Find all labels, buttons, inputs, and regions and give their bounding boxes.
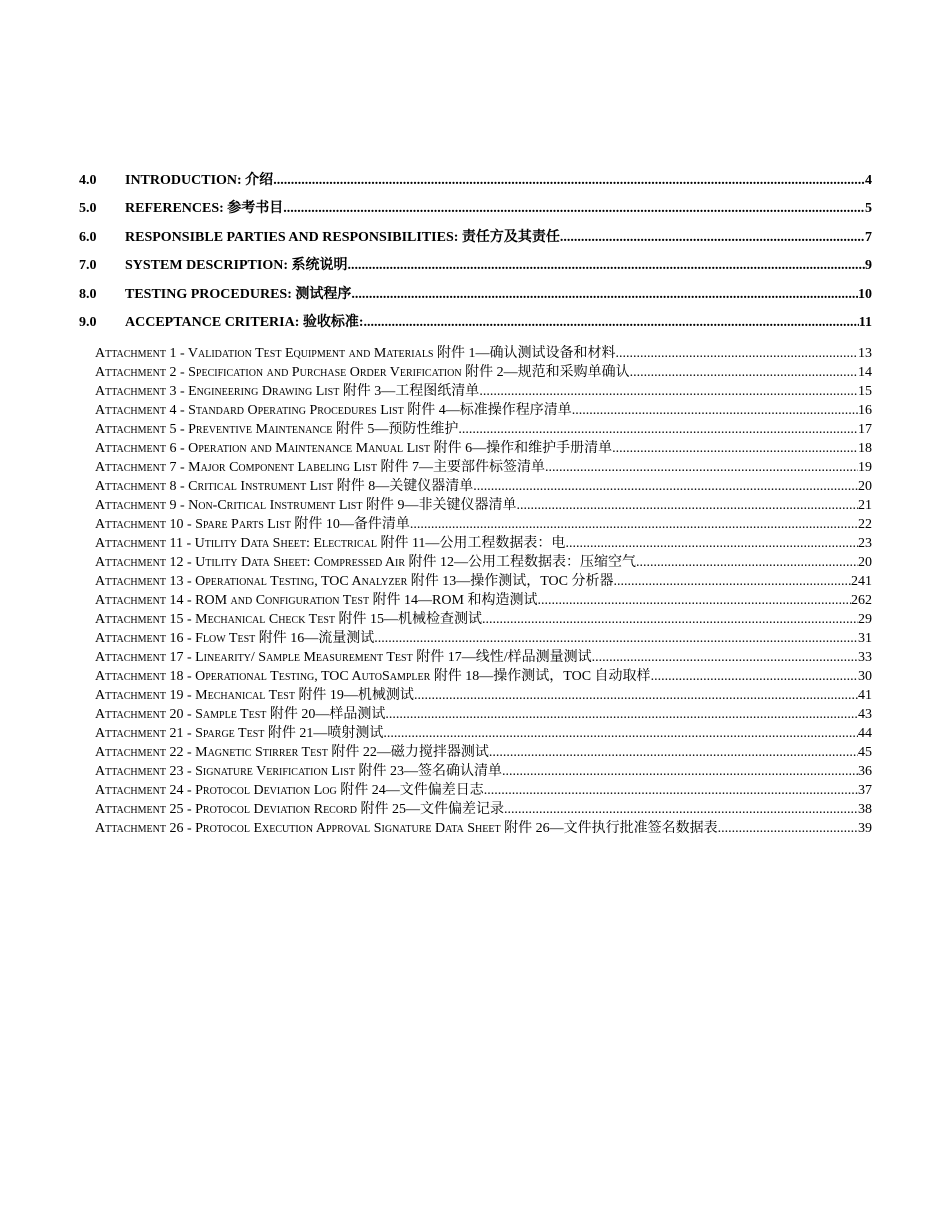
toc-attachment-row[interactable] xyxy=(95,456,872,475)
attachment-title xyxy=(95,817,718,837)
section-title: INTRODUCTION: 介绍 xyxy=(125,173,274,188)
attachment-title-en: Attachment 16 - Flow Test xyxy=(95,631,256,647)
toc-attachment-row[interactable] xyxy=(95,342,872,361)
attachment-title-cn: 附件 3—工程图纸清单 xyxy=(339,384,480,400)
attachment-title xyxy=(95,627,374,647)
toc-attachment-row[interactable] xyxy=(95,551,872,570)
attachment-title-cn: 附件 1—确认测试设备和材料 xyxy=(433,346,616,362)
attachment-page-number: 45 xyxy=(858,745,872,761)
attachment-title xyxy=(95,589,537,609)
dot-leader xyxy=(364,315,859,331)
attachment-title xyxy=(95,798,504,818)
attachment-page-number: 36 xyxy=(858,764,872,780)
attachment-page-number: 16 xyxy=(858,403,872,419)
dot-leader xyxy=(545,460,858,476)
attachment-page-number: 44 xyxy=(858,726,872,742)
attachment-page-number: 29 xyxy=(858,612,872,628)
attachment-page-number: 22 xyxy=(858,517,872,533)
section-title: TESTING PROCEDURES: 测试程序 xyxy=(125,286,352,302)
attachment-title-en: Attachment 9 - Non-Critical Instrument List xyxy=(95,498,363,514)
toc-attachment-row[interactable] xyxy=(95,817,872,836)
attachment-title-en: Attachment 22 - Magnetic Stirrer Test xyxy=(95,745,328,761)
attachment-title xyxy=(95,684,414,704)
toc-section-row[interactable] xyxy=(79,169,872,197)
attachment-title xyxy=(95,551,636,571)
attachment-title xyxy=(95,532,565,552)
dot-leader xyxy=(560,230,865,246)
dot-leader xyxy=(479,384,858,400)
attachment-title xyxy=(95,646,592,666)
attachment-page-number: 39 xyxy=(858,821,872,837)
dot-leader xyxy=(614,574,852,590)
attachment-page-number: 241 xyxy=(851,574,872,590)
dot-leader xyxy=(385,707,858,723)
attachment-page-number: 21 xyxy=(858,498,872,514)
section-number: 8.0 xyxy=(79,286,97,302)
dot-leader xyxy=(489,745,858,761)
attachment-title-en: Attachment 24 - Protocol Deviation Log xyxy=(95,783,337,799)
dot-leader xyxy=(347,258,865,274)
attachment-title xyxy=(95,703,385,723)
attachment-title xyxy=(95,342,616,362)
toc-attachment-row[interactable] xyxy=(95,703,872,722)
attachment-title-en: Attachment 14 - ROM and Configuration Test xyxy=(95,593,370,609)
toc-attachment-row[interactable] xyxy=(95,475,872,494)
dot-leader xyxy=(592,650,858,666)
attachment-page-number: 262 xyxy=(851,593,872,609)
attachment-title xyxy=(95,608,482,628)
attachment-title xyxy=(95,760,502,780)
dot-leader xyxy=(374,631,858,647)
attachment-title-cn: 附件 9—非关键仪器清单 xyxy=(362,498,517,514)
dot-leader xyxy=(537,593,851,609)
attachment-title xyxy=(95,779,484,799)
attachment-title-cn: 附件 11—公用工程数据表：电 xyxy=(376,536,566,552)
attachment-title-en: Attachment 5 - Preventive Maintenance xyxy=(95,422,333,438)
attachment-title-en: Attachment 11 - Utility Data Sheet: Electrical xyxy=(95,536,377,552)
toc-attachment-row[interactable] xyxy=(95,760,872,779)
toc-attachment-row[interactable] xyxy=(95,589,872,608)
attachment-title xyxy=(95,475,473,495)
attachment-title-cn: 附件 14—ROM 和构造测试 xyxy=(369,593,538,609)
attachment-page-number: 38 xyxy=(858,802,872,818)
attachment-title-en: Attachment 21 - Sparge Test xyxy=(95,726,265,742)
toc-section-row[interactable] xyxy=(79,311,872,339)
toc-attachment-row[interactable] xyxy=(95,532,872,551)
attachment-title-cn: 附件 20—样品测试 xyxy=(266,707,386,723)
attachment-title-cn: 附件 16—流量测试 xyxy=(255,631,375,647)
dot-leader xyxy=(572,403,858,419)
dot-leader xyxy=(351,287,858,303)
toc-attachment-row[interactable] xyxy=(95,494,872,513)
attachment-title-en: Attachment 2 - Specification and Purchase Order Verification xyxy=(95,365,462,381)
attachment-page-number: 43 xyxy=(858,707,872,723)
attachment-title xyxy=(95,665,651,685)
toc-attachment-row[interactable] xyxy=(95,570,872,589)
attachment-page-number: 20 xyxy=(858,479,872,495)
section-number: 9.0 xyxy=(79,314,97,330)
attachment-title-en: Attachment 12 - Utility Data Sheet: Compressed Air xyxy=(95,555,406,571)
attachment-title-cn: 附件 21—喷射测试 xyxy=(264,726,384,742)
attachment-title xyxy=(95,513,410,533)
attachment-page-number: 37 xyxy=(858,783,872,799)
attachment-page-number: 33 xyxy=(858,650,872,666)
dot-leader xyxy=(565,536,858,552)
attachment-title xyxy=(95,741,489,761)
toc-section-row[interactable] xyxy=(79,226,872,254)
section-number: 5.0 xyxy=(79,201,97,217)
toc-attachment-row[interactable] xyxy=(95,646,872,665)
attachment-title xyxy=(95,380,479,400)
toc-sections xyxy=(79,169,872,339)
toc-section-row[interactable] xyxy=(79,283,872,311)
attachment-title xyxy=(95,570,614,590)
attachment-title-en: Attachment 19 - Mechanical Test xyxy=(95,688,295,704)
toc-attachment-row[interactable] xyxy=(95,437,872,456)
attachment-title-en: Attachment 7 - Major Component Labeling List xyxy=(95,460,377,476)
attachment-title-en: Attachment 10 - Spare Parts List xyxy=(95,517,291,533)
attachment-title-cn: 附件 2—规范和采购单确认 xyxy=(461,365,630,381)
section-page-number: 11 xyxy=(858,314,872,330)
attachment-title xyxy=(95,418,458,438)
attachment-title-en: Attachment 23 - Signature Verification List xyxy=(95,764,355,780)
attachment-title-cn: 附件 25—文件偏差记录 xyxy=(356,802,504,818)
toc-attachment-row[interactable] xyxy=(95,684,872,703)
attachment-title-en: Attachment 18 - Operational Testing, TOC AutoSampler xyxy=(95,669,431,685)
attachment-title-cn: 附件 23—签名确认清单 xyxy=(355,764,502,780)
toc-attachment-row[interactable] xyxy=(95,779,872,798)
section-number: 7.0 xyxy=(79,258,97,274)
attachment-page-number: 19 xyxy=(858,460,872,476)
dot-leader xyxy=(636,555,858,571)
dot-leader xyxy=(383,726,858,742)
section-title: SYSTEM DESCRIPTION: 系统说明 xyxy=(125,258,348,274)
dot-leader xyxy=(484,783,858,799)
section-page-number: 10 xyxy=(858,286,872,302)
dot-leader xyxy=(718,821,858,837)
attachment-title-en: Attachment 6 - Operation and Maintenance Manual List xyxy=(95,441,431,457)
attachment-title xyxy=(95,437,612,457)
dot-leader xyxy=(502,764,858,780)
toc-attachment-row[interactable] xyxy=(95,665,872,684)
toc-attachment-row[interactable] xyxy=(95,418,872,437)
section-page-number: 4 xyxy=(865,173,872,188)
dot-leader xyxy=(273,173,865,189)
section-title: RESPONSIBLE PARTIES AND RESPONSIBILITIES: 责任方及其责任 xyxy=(125,229,560,245)
attachment-page-number: 30 xyxy=(858,669,872,685)
attachment-title-cn: 附件 17—线性/样品测量测试 xyxy=(412,650,592,666)
attachment-title-cn: 附件 6—操作和维护手册清单 xyxy=(430,441,613,457)
attachment-page-number: 18 xyxy=(858,441,872,457)
toc-attachments xyxy=(79,342,872,836)
section-page-number: 5 xyxy=(865,201,872,217)
dot-leader xyxy=(630,365,858,381)
attachment-title-cn: 附件 8—关键仪器清单 xyxy=(333,479,474,495)
dot-leader xyxy=(410,517,858,533)
attachment-title-cn: 附件 13—操作测试，TOC 分析器 xyxy=(407,574,614,590)
toc-attachment-row[interactable] xyxy=(95,627,872,646)
section-number: 6.0 xyxy=(79,229,97,245)
section-title: ACCEPTANCE CRITERIA: 验收标准: xyxy=(125,314,364,330)
attachment-title xyxy=(95,456,545,476)
attachment-title-en: Attachment 17 - Linearity/ Sample Measurement Test xyxy=(95,650,413,666)
attachment-title-en: Attachment 26 - Protocol Execution Approval Signature Data Sheet xyxy=(95,821,501,837)
toc-attachment-row[interactable] xyxy=(95,380,872,399)
attachment-page-number: 17 xyxy=(858,422,872,438)
attachment-title-cn: 附件 10—备件清单 xyxy=(290,517,410,533)
section-title: REFERENCES: 参考书目 xyxy=(125,201,284,217)
dot-leader xyxy=(414,688,858,704)
dot-leader xyxy=(482,612,858,628)
toc-attachment-row[interactable] xyxy=(95,361,872,380)
dot-leader xyxy=(458,422,858,438)
toc-attachment-row[interactable] xyxy=(95,513,872,532)
attachment-page-number: 23 xyxy=(858,536,872,552)
attachment-title-en: Attachment 15 - Mechanical Check Test xyxy=(95,612,335,628)
attachment-title-en: Attachment 25 - Protocol Deviation Record xyxy=(95,802,357,818)
dot-leader xyxy=(504,802,858,818)
dot-leader xyxy=(616,346,859,362)
attachment-page-number: 41 xyxy=(858,688,872,704)
section-page-number: 9 xyxy=(865,258,872,274)
section-page-number: 7 xyxy=(865,229,872,245)
attachment-title-cn: 附件 18—操作测试，TOC 自动取样 xyxy=(430,669,651,685)
section-number: 4.0 xyxy=(79,173,97,188)
toc-attachment-row[interactable] xyxy=(95,798,872,817)
toc-attachment-row[interactable] xyxy=(95,741,872,760)
attachment-page-number: 20 xyxy=(858,555,872,571)
attachment-title-en: Attachment 4 - Standard Operating Procedures List xyxy=(95,403,404,419)
attachment-page-number: 14 xyxy=(858,365,872,381)
attachment-title-cn: 附件 7—主要部件标签清单 xyxy=(376,460,545,476)
toc-attachment-row[interactable] xyxy=(95,399,872,418)
dot-leader xyxy=(473,479,858,495)
attachment-title-en: Attachment 8 - Critical Instrument List xyxy=(95,479,334,495)
attachment-title-cn: 附件 5—预防性维护 xyxy=(332,422,459,438)
attachment-title xyxy=(95,361,630,381)
toc-attachment-row[interactable] xyxy=(95,608,872,627)
dot-leader xyxy=(516,498,858,514)
attachment-page-number: 13 xyxy=(858,346,872,362)
attachment-title-cn: 附件 19—机械测试 xyxy=(294,688,414,704)
attachment-title-en: Attachment 13 - Operational Testing, TOC Analyzer xyxy=(95,574,408,590)
dot-leader xyxy=(612,441,858,457)
attachment-title-cn: 附件 12—公用工程数据表：压缩空气 xyxy=(405,555,637,571)
attachment-page-number: 15 xyxy=(858,384,872,400)
attachment-title-cn: 附件 15—机械检查测试 xyxy=(335,612,482,628)
attachment-title-en: Attachment 3 - Engineering Drawing List xyxy=(95,384,340,400)
attachment-title xyxy=(95,494,516,514)
toc-attachment-row[interactable] xyxy=(95,722,872,741)
toc-section-row[interactable] xyxy=(79,197,872,225)
attachment-title-en: Attachment 1 - Validation Test Equipment and Materials xyxy=(95,346,434,362)
attachment-title-cn: 附件 26—文件执行批准签名数据表 xyxy=(500,821,718,837)
attachment-title-en: Attachment 20 - Sample Test xyxy=(95,707,267,723)
dot-leader xyxy=(283,201,865,217)
attachment-title xyxy=(95,399,572,419)
attachment-title-cn: 附件 22—磁力搅拌器测试 xyxy=(327,745,489,761)
attachment-title-cn: 附件 24—文件偏差日志 xyxy=(336,783,484,799)
attachment-title-cn: 附件 4—标准操作程序清单 xyxy=(403,403,572,419)
dot-leader xyxy=(651,669,858,685)
table-of-contents xyxy=(79,169,872,836)
toc-section-row[interactable] xyxy=(79,254,872,282)
attachment-page-number: 31 xyxy=(858,631,872,647)
attachment-title xyxy=(95,722,383,742)
